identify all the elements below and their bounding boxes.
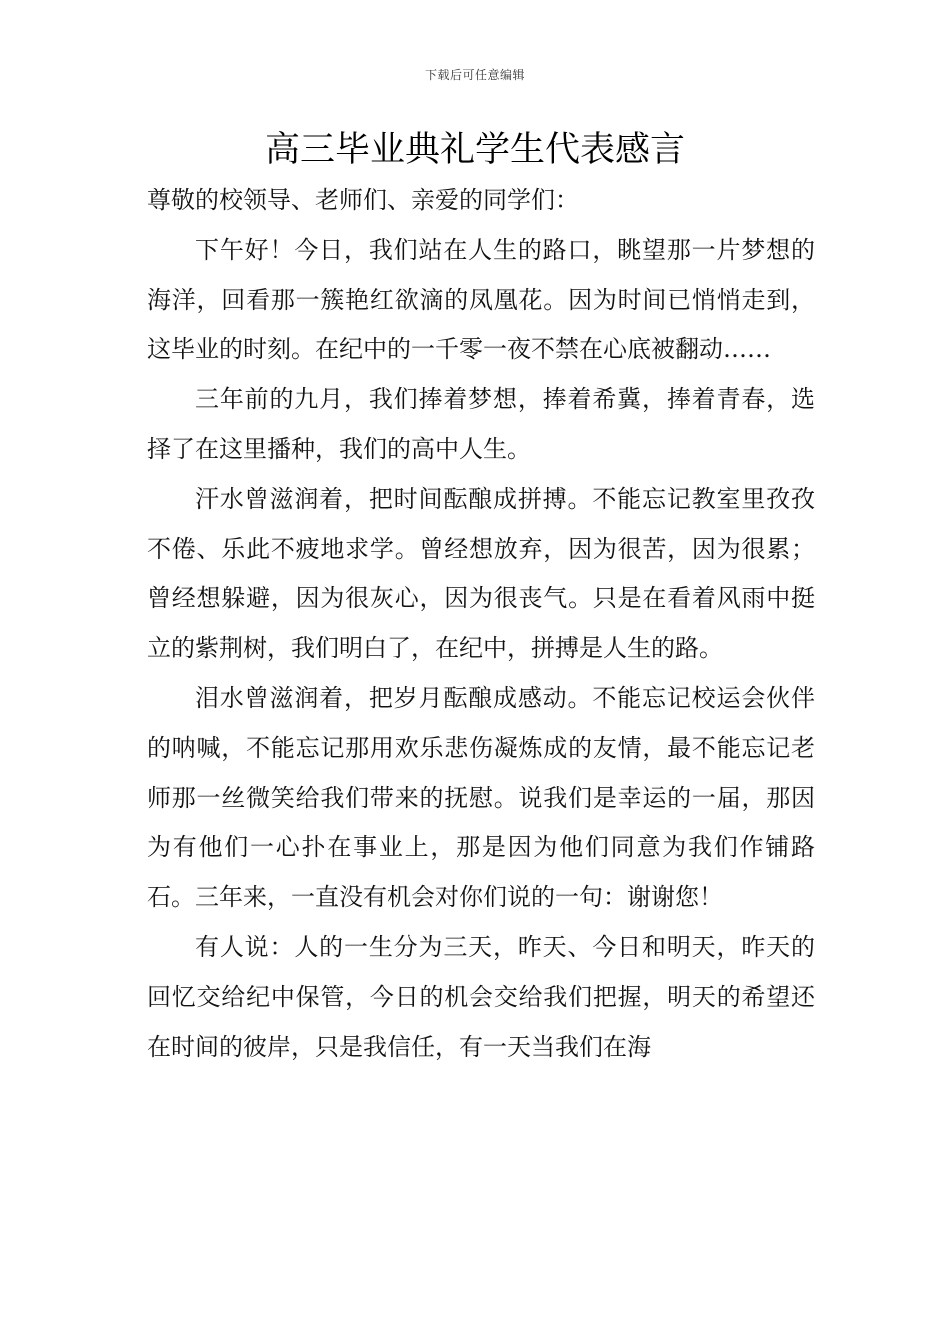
paragraph: 汗水曾滋润着，把时间酝酿成拼搏。不能忘记教室里孜孜不倦、乐此不疲地求学。曾经想放弃，因为很苦，因为很累；曾经想躲避，因为很灰心，因为很丧气。只是在看着风雨中挺立的紫荆树，我们明白了，在纪中，拼搏是人生的路。 (147, 484, 815, 663)
salutation: 尊敬的校领导、老师们、亲爱的同学们： (147, 186, 579, 214)
paragraph: 有人说：人的一生分为三天，昨天、今日和明天，昨天的回忆交给纪中保管，今日的机会交给我们把握，明天的希望还在时间的彼岸，只是我信任，有一天当我们在海 (147, 932, 815, 1061)
paragraph: 三年前的九月，我们捧着梦想，捧着希冀，捧着青春，选择了在这里播种，我们的高中人生。 (147, 385, 815, 463)
document-body (147, 176, 815, 1072)
document-title: 高三毕业典礼学生代表感言 (264, 130, 685, 170)
header-note: 下载后可任意编辑 (424, 68, 525, 82)
paragraph: 泪水曾滋润着，把岁月酝酿成感动。不能忘记校运会伙伴的呐喊，不能忘记那用欢乐悲伤凝炼成的友情，最不能忘记老师那一丝微笑给我们带来的抚慰。说我们是幸运的一届，那因为有他们一心扑在事业上，那是因为他们同意为我们作铺路石。三年来，一直没有机会对你们说的一句：谢谢您！ (147, 683, 815, 912)
paragraph: 下午好！今日，我们站在人生的路口，眺望那一片梦想的海洋，回看那一簇艳红欲滴的凤凰花。因为时间已悄悄走到，这毕业的时刻。在纪中的一千零一夜不禁在心底被翻动…… (147, 235, 815, 364)
